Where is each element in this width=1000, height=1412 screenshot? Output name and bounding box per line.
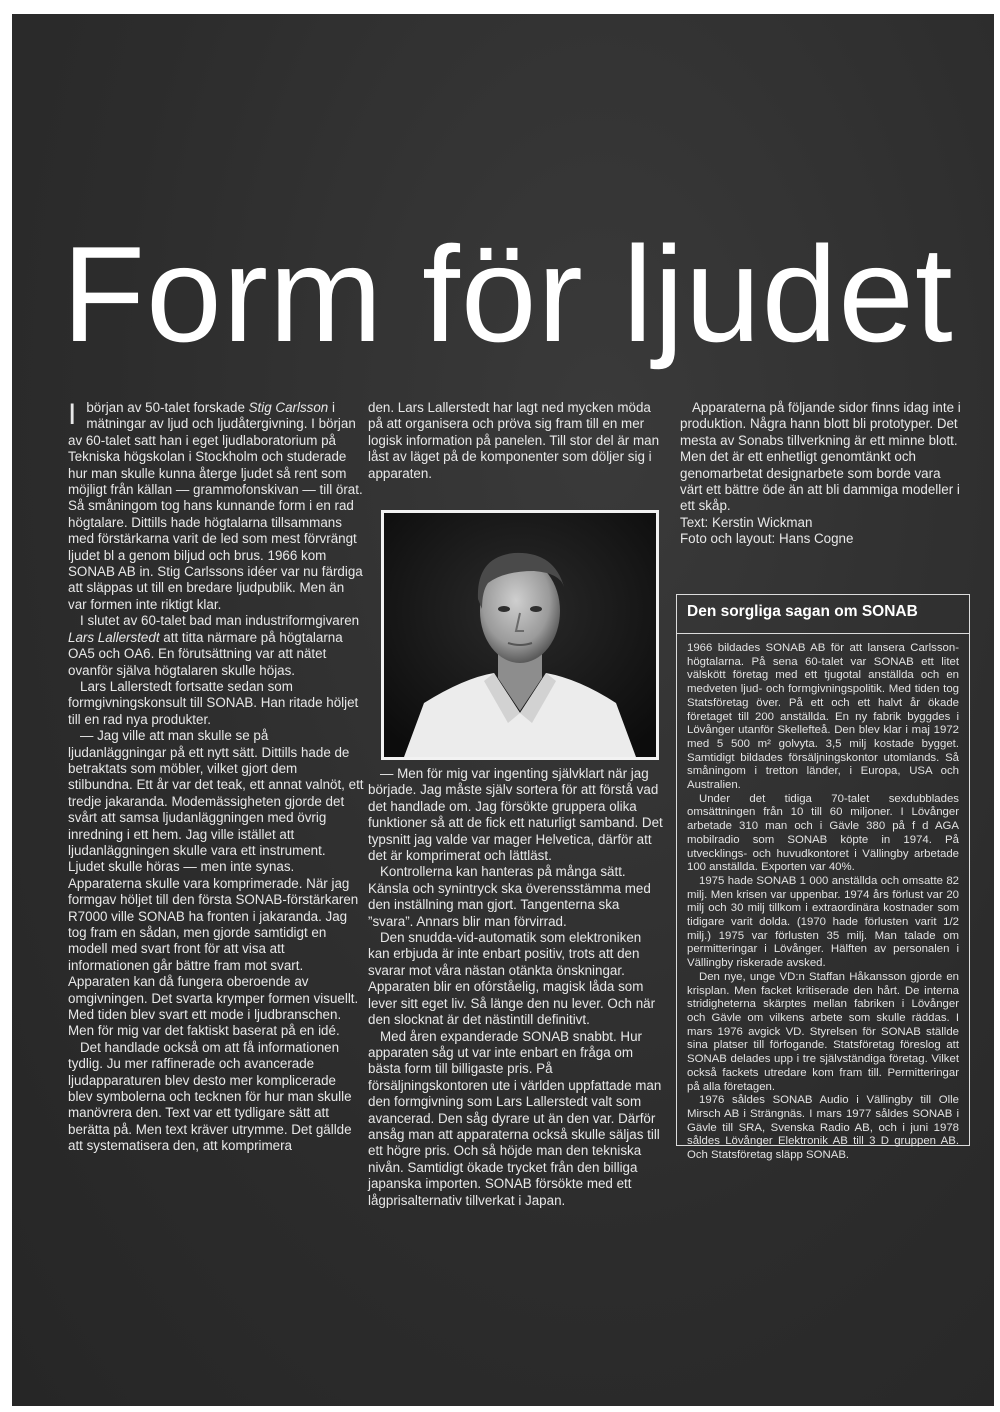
sidebar-paragraph: 1975 hade SONAB 1 000 anställda och omsatte 82 milj. Men krisen var uppenbar. 1974 års förlust var 20 milj och 30 milj tillkom i extraordinära kostnader som tidigare varit dolda. (1970 hade förlusten varit 1/2 milj.) 1975 var förlusten 35 milj. Man talade om permitteringar i Lövånger. Hälften av personalen i Vällingby riskerade avsked. xyxy=(687,874,959,970)
portrait-photo xyxy=(381,510,659,760)
person-name: Stig Carlsson xyxy=(248,400,329,415)
sidebar-box xyxy=(676,594,970,1162)
article-paragraph: I början av 50-talet forskade Stig Carlsson i mätningar av ljud och ljudåtergivning. I början av 60-talet satt han i eget ljudlaboratorium på Tekniska högskolan i Stockholm och studerade hur man skulle kunna återge ljudet så rent som möjligt från källan — grammofonskivan — till örat. Så småningom tog hans kunnande form i en rad högtalare. Dittills hade högtalarna tillsammans med förstärkarna varit de led som mest förvrängt ljudet bl a genom biljud och brus. 1966 kom SONAB AB in. Stig Carlssons idéer var nu färdiga att släppas ut till en bredare ljudpublik. Men än var formen inte riktigt klar. xyxy=(68,398,363,612)
article-paragraph: — Men för mig var ingenting självklart när jag började. Jag måste själv sortera för att förstå vad det handlade om. Jag försökte gruppera olika funktioner så att de fick ett naturligt samband. Det typsnitt jag valde var mager Helvetica, därför att det är komprimerat och lättläst. xyxy=(368,766,663,864)
credit-photo: Foto och layout: Hans Cogne xyxy=(680,531,854,547)
article-paragraph: I slutet av 60-talet bad man industriformgivaren Lars Lallerstedt att titta närmare på högtalarna OA5 och OA6. En förutsättning var att nätet ovanför själva högtalaren skulle höjas. xyxy=(68,613,360,678)
article-paragraph: Kontrollerna kan hanteras på många sätt. Känsla och synintryck ska överensstämma med den inställning man gjort. Tangenterna ska ”svara”. Annars blir man förvirrad. xyxy=(368,864,651,929)
article-column-2-bottom xyxy=(368,766,666,1209)
article-paragraph: den. Lars Lallerstedt har lagt ned mycken möda på att organisera och pröva sig fram till en mer logisk information på panelen. Till stor del är man låst av läget på de komponenter som döljer sig i apparaten. xyxy=(368,400,660,481)
sidebar-paragraph: 1976 såldes SONAB Audio i Vällingby till Olle Mirsch AB i Strängnäs. I mars 1977 såldes SONAB i Gävle till SRA, Svenska Radio AB, och i juni 1978 såldes Lövånger Elektronik AB till 3 D gruppen AB. Och Statsföretag släpp SONAB. xyxy=(687,1094,959,1162)
portrait-image xyxy=(384,513,656,757)
magazine-page xyxy=(12,14,994,1406)
article-column-3 xyxy=(680,400,962,548)
article-paragraph: — Jag ville att man skulle se på ljudanläggningar på ett nytt sätt. Dittills hade de betraktats som möbler, vilket gjort dem stilbundna. Ett år var det teak, ett annat valnöt, ett tredje jakaranda. Modemässigheten gjorde det svårt att samsa ljudanläggningen med övrig inredning i ett hem. Jag ville istället att ljudanläggningen skulle vara ett instrument. Ljudet skulle höras — men inte synas. Apparaterna skulle vara komprimerade. När jag formgav höljet till den första SONAB-förstärkaren R7000 ville SONAB ha fronten i jakaranda. Jag tog fram en sådan, men gjorde samtidigt en modell med svart front för att visa att informationen går bättre fram mot svart. Apparaten kan då fungera oberoende av omgivningen. Det svarta krymper formen visuellt. Med tiden blev svart ett mode i ljudbranschen. Men för mig var det faktiskt baserat på en idé. xyxy=(68,728,364,1039)
sidebar-heading: Den sorgliga sagan om SONAB xyxy=(677,603,969,634)
sidebar-paragraph: 1966 bildades SONAB AB för att lansera Carlsson-högtalarna. På sena 60-talet var SONAB ett litet välskött företag med ett tjugotal anställda och en medveten ljud- och formgivningspolitik. Med tiden tog Statsföretag över. På ett och ett halvt år ökade företaget till 200 anställda. En ny fabrik byggdes i Lövånger utanför Skellefteå. Den blev klar i maj 1972 med 5 500 m² golvyta. 3,5 milj kostade bygget. Samtidigt bildades försäljningskontor utomlands. Så småningom i tretton länder, i Europa, USA och Australien. xyxy=(687,642,959,792)
credit-text: Text: Kerstin Wickman xyxy=(680,514,813,530)
intro-paragraph: Apparaterna på följande sidor finns idag inte i produktion. Några hann blott bli prototyper. Det mesta av Sonabs tillverkning är ett minne blott. Men det är ett enhetligt genomtänkt och genomarbetat designarbete som borde vara värt ett bättre öde än att bli dammiga modeller i ett skåp. xyxy=(680,400,961,514)
article-paragraph: Lars Lallerstedt fortsatte sedan som formgivningskonsult till SONAB. Han ritade höljet till en rad nya produkter. xyxy=(68,678,359,727)
sidebar-paragraph: Under det tidiga 70-talet sexdubblades omsättningen från 10 till 60 miljoner. I Lövånger arbetade 310 man och i Gävle 380 på f d AGA mobilradio som SONAB köpte in 1974. På utvecklings- och huvudkontoret i Vällingby arbetade 100 anställda. Exporten var 40%. xyxy=(687,792,959,874)
article-column-1 xyxy=(68,400,364,1155)
article-paragraph: Med åren expanderade SONAB snabbt. Hur apparaten såg ut var inte enbart en fråga om bästa form till billigaste pris. På försäljningskontoren ute i världen uppfattade man den formgivning som Lars Lallerstedt valt som avancerad. Den såg dyrare ut än den var. Därför ansåg man att apparaterna också skulle säljas till ett högre pris. Och så höjde man den tekniska nivån. Samtidigt ökade trycket från den billiga japanska importen. SONAB försökte med ett lågprisalternativ tillverkat i Japan. xyxy=(368,1028,662,1208)
drop-cap: I xyxy=(68,398,77,431)
article-paragraph: Den snudda-vid-automatik som elektroniken kan erbjuda är inte enbart positiv, trots att den svarar mot våra nästan otänkta önskningar. Apparaten blir en ofórståelig, magisk låda som lever sitt eget liv. Så länge den nu lever. Och när den slocknat är det nästintill definitivt. xyxy=(368,930,656,1028)
article-paragraph: Det handlade också om att få informationen tydlig. Ju mer raffinerade och avancerade ljudapparaturen blev desto mer komplicerade blev symbolerna och tecknen för hur man skulle manövrera den. Text var ett tydligare sätt att berätta på. Men text kräver utrymme. Det gällde att systematisera den, att komprimera xyxy=(68,1039,352,1154)
article-column-2-top xyxy=(368,400,666,482)
sidebar-paragraph: Den nye, unge VD:n Staffan Håkansson gjorde en krisplan. Men facket kritiserade den hårt. De interna stridigheterna skärptes mellan fabriken i Lövånger och Gävle om vilkens arbete som skulle räddas. I mars 1976 avgick VD. Styrelsen för SONAB ställde sina platser till förfogande. Statsföretag föreslog att SONAB delades upp i tre självständiga företag. Vilket också fackets utredare kom fram till. Permitteringar på alla företagen. xyxy=(687,970,959,1093)
person-name: Lars Lallerstedt xyxy=(68,629,160,645)
page-title: Form för ljudet xyxy=(62,218,954,370)
